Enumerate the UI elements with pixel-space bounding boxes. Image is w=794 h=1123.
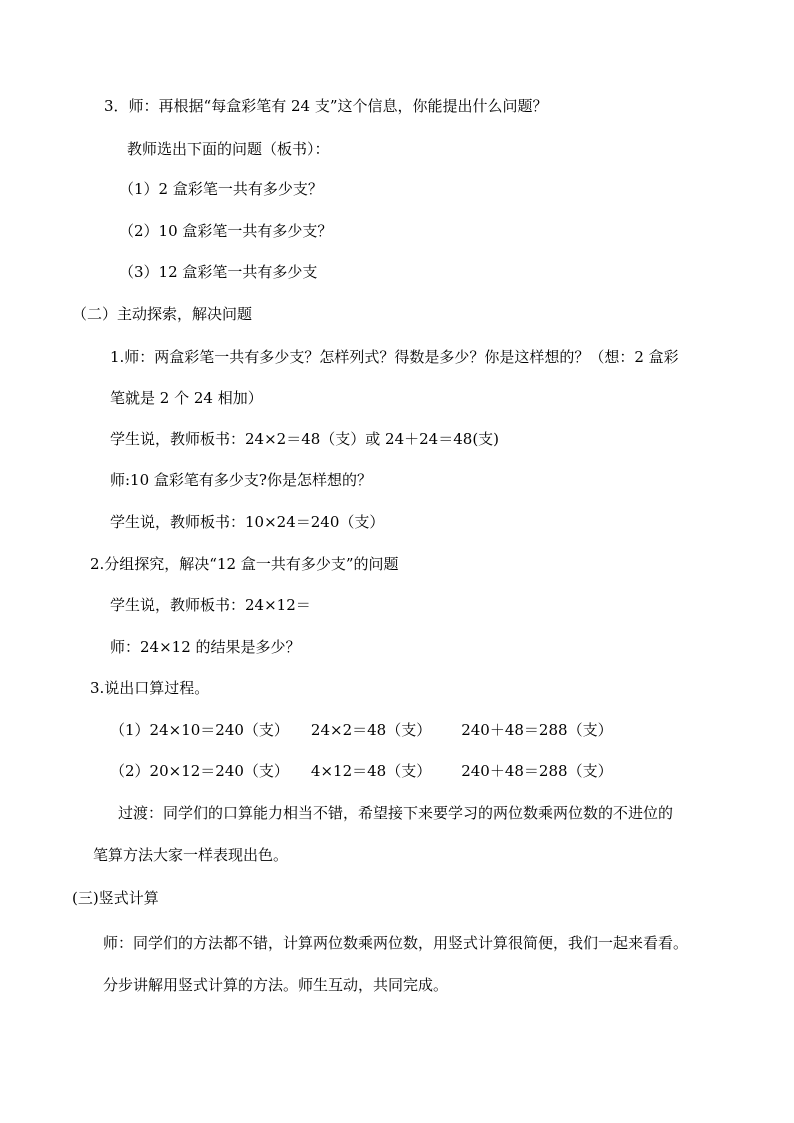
question-2: （2）10 盒彩笔一共有多少支？ [119, 222, 333, 240]
transition-line: 过渡：同学们的口算能力相当不错，希望接下来要学习的两位数乘两位数的不进位的 [118, 804, 674, 822]
board-line-3: 学生说，教师板书：24×12＝ [110, 596, 311, 614]
calc-row-1-step-c: 240＋48＝288（支） [461, 721, 613, 739]
teacher-line-10-boxes: 师:10 盒彩笔有多少支?你是怎样想的？ [110, 471, 372, 489]
calc-row-2 [110, 761, 613, 781]
teacher-vertical-line: 师：同学们的方法都不错，计算两位数乘两位数，用竖式计算很简便，我们一起来看看。 [103, 934, 689, 952]
calc-row-2-step-a: （2）20×12＝240（支） [110, 762, 289, 780]
teacher-result-question: 师：24×12 的结果是多少？ [110, 638, 301, 656]
mental-calc-heading: 3.说出口算过程。 [90, 679, 210, 697]
explore-question-line: 1.师：两盒彩笔一共有多少支？怎样列式？得数是多少？你是这样想的？（想：2 盒彩 [110, 348, 679, 366]
explore-question-continuation: 笔就是 2 个 24 相加） [110, 389, 263, 407]
board-line-1: 学生说，教师板书：24×2＝48（支）或 24＋24＝48(支) [110, 430, 500, 448]
calc-row-1 [110, 720, 613, 740]
transition-continuation: 笔算方法大家一样表现出色。 [93, 846, 289, 864]
board-line-2: 学生说，教师板书：10×24＝240（支） [110, 513, 385, 531]
calc-row-1-step-b: 24×2＝48（支） [310, 721, 432, 739]
section-heading-explore: （二）主动探索，解决问题 [72, 305, 253, 323]
question-1: （1）2 盒彩笔一共有多少支？ [119, 180, 323, 198]
question-3: （3）12 盒彩笔一共有多少支 [119, 263, 318, 281]
group-explore-line: 2.分组探究，解决“12 盒一共有多少支”的问题 [90, 555, 399, 573]
calc-row-1-step-a: （1）24×10＝240（支） [110, 721, 289, 739]
calc-row-2-step-c: 240＋48＝288（支） [461, 762, 613, 780]
board-intro-line: 教师选出下面的问题（板书）： [127, 140, 330, 158]
step-explanation-line: 分步讲解用竖式计算的方法。师生互动，共同完成。 [103, 976, 449, 994]
calc-row-2-step-b: 4×12＝48（支） [310, 762, 432, 780]
section-heading-vertical: (三)竖式计算 [72, 889, 159, 907]
teacher-question-line: 3．师：再根据“每盒彩笔有 24 支”这个信息，你能提出什么问题？ [104, 97, 548, 115]
